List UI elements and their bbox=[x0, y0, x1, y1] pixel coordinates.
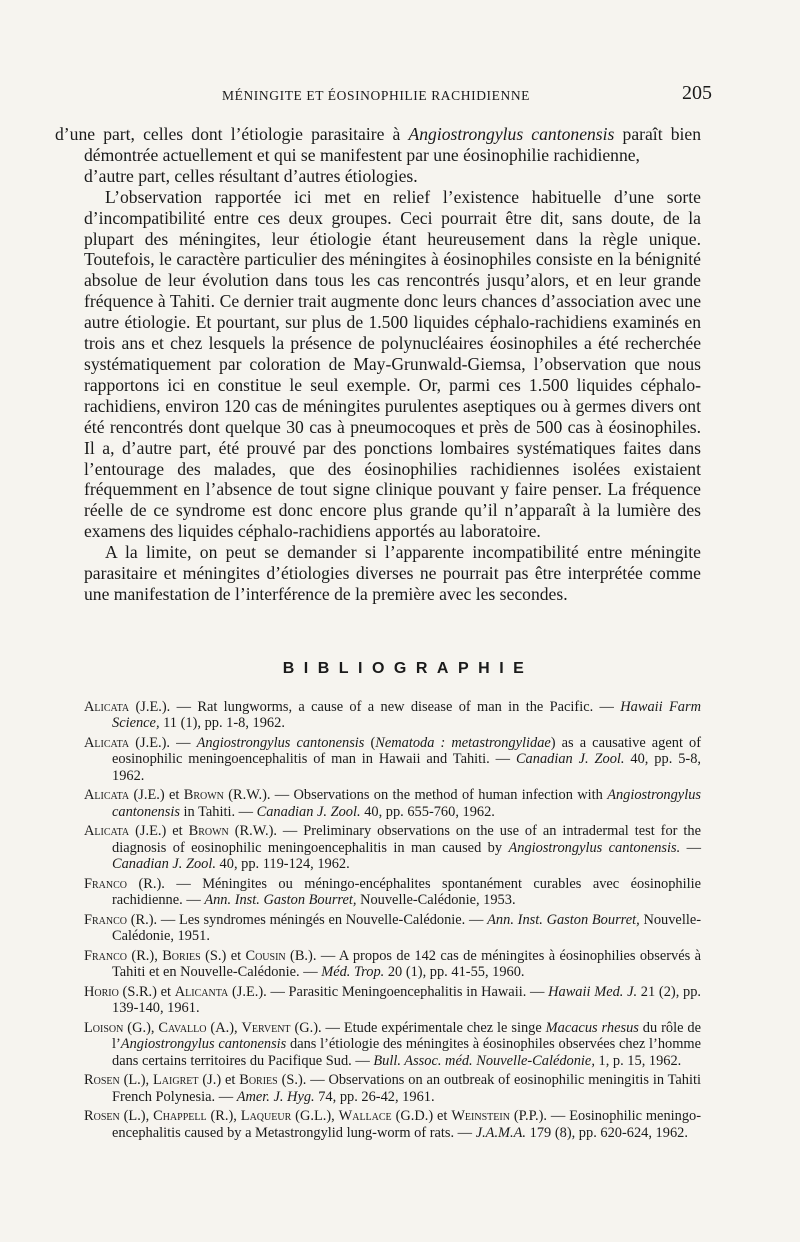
author: Cavallo bbox=[158, 1019, 207, 1036]
reference-item bbox=[84, 984, 701, 1017]
reference-item bbox=[84, 912, 701, 945]
author: Laqueur bbox=[240, 1108, 292, 1125]
species-name: Angiostrongylus cantonensis bbox=[120, 1036, 287, 1053]
ref-text: (B.). — A propos de 142 cas de méningites à éosinophilies observés à Tahiti et en Nouvelle-Calédonie. — bbox=[112, 947, 701, 981]
author: Alicata bbox=[84, 699, 130, 715]
ref-text: 74, pp. 26-42, 1961. bbox=[314, 1088, 435, 1105]
ref-text: du rôle de l’ bbox=[112, 1019, 701, 1053]
species-name: Angiostrongylus cantonensis. bbox=[508, 839, 681, 856]
ref-text: (J.E.). — Parasitic Meningoencephalitis in Hawaii. — bbox=[228, 983, 549, 1000]
ref-text: Nouvelle-Calédonie, 1951. bbox=[112, 911, 701, 945]
ref-text: (R.), bbox=[206, 1108, 241, 1125]
ref-text: 21 (2), pp. 139-140, 1961. bbox=[112, 983, 701, 1017]
bibliography-heading: BIBLIOGRAPHIE bbox=[282, 660, 534, 677]
ref-text: 40, pp. 655-760, 1962. bbox=[360, 803, 495, 820]
ref-text: (J.E.) et bbox=[129, 823, 189, 840]
author: Brown bbox=[188, 823, 229, 840]
bibliography-list bbox=[84, 699, 701, 1144]
running-title: MÉNINGITE ET ÉOSINOPHILIE RACHIDIENNE bbox=[222, 88, 531, 103]
ref-text: (R.), bbox=[127, 947, 163, 964]
ref-text: (L.), bbox=[119, 1072, 154, 1089]
ref-text: (J.E.). — Rat lungworms, a cause of a new disease of man in the Pacific. — bbox=[129, 699, 621, 715]
author: Alicata bbox=[84, 787, 130, 804]
ref-text: ) as a causative agent of eosinophilic meningoencephalitis of man in Hawaii and Tahiti. — bbox=[112, 735, 702, 768]
ref-text: 20 (1), pp. 41-55, 1960. bbox=[384, 964, 525, 981]
species-name: Angiostrongylus cantonensis bbox=[112, 787, 701, 820]
author: Alicata bbox=[84, 823, 130, 840]
author: Horio bbox=[84, 983, 119, 1000]
ref-text: (S.R.) et bbox=[118, 983, 175, 1000]
journal: Canadian J. Zool. bbox=[515, 751, 625, 768]
author: Laigret bbox=[153, 1072, 199, 1089]
body-text bbox=[55, 124, 702, 605]
ref-text: — bbox=[680, 839, 701, 856]
author: Loison bbox=[84, 1019, 124, 1036]
author: Alicata bbox=[84, 735, 130, 751]
ref-text: 40, pp. 5-8, 1962. bbox=[112, 751, 701, 784]
ref-text: 40, pp. 119-124, 1962. bbox=[215, 856, 350, 873]
author: Chappell bbox=[153, 1108, 207, 1125]
list-item-other: d’autre part, celles résultant d’autres étiologies. bbox=[84, 165, 418, 186]
author: Rosen bbox=[84, 1108, 120, 1125]
reference-item bbox=[84, 787, 701, 820]
list-item-text: paraît bien démontrée actuellement et qui se manifestent par une éosinophilie rachidienne, bbox=[84, 124, 702, 165]
taxon: Nematoda : metastrongylidae bbox=[375, 735, 551, 751]
ref-text: (R.). — Les syndromes méningés en Nouvelle-Calédonie. — bbox=[127, 911, 488, 928]
journal: Ann. Inst. Gaston Bourret, bbox=[487, 911, 640, 928]
author: Bories bbox=[162, 947, 201, 964]
author: Rosen bbox=[84, 1072, 120, 1089]
ref-text: 11 (1), pp. 1-8, 1962. bbox=[159, 715, 285, 732]
paragraph: L’observation rapportée ici met en relief l’existence habituelle d’une sorte d’incompatibilité entre ces deux groupes. Ceci pourrait être dit, sans doute, de la plupart des méningites, leur étiologie étant heureusement dans la règle unique. Toutefois, le caractère particulier des méningites à éosinophiles consiste en la bénignité absolue de leur évolution dans tous les cas rencontrés jusqu’alors, et en leur grande fréquence à Tahiti. Ce dernier trait augmente donc leurs chances d’association avec une autre étiologie. Et pourtant, sur plus de 1.500 liquides céphalo-rachidiens examinés en trois ans et chez lesquels la présence de polynucléaires éosinophiles a été recherchée systématiquement par coloration de May-Grunwald-Giemsa, l’observation que nous rapportons ici en constitue le seul exemple. Or, parmi ces 1.500 liquides céphalo-rachidiens, environ 120 cas de méningites purulentes aseptiques ou à germes divers ont été rencontrés dont quelque 30 cas à pneumocoques et près de 500 cas à éosinophiles. Il a, d’autre part, été prouvé par des ponctions lombaires systématiques faites dans l’entourage des malades, que des éosinophilies rachidiennes isolées existaient fréquemment en l’absence de tout signe clinique pouvant y faire penser. La fréquence réelle de ce syndrome est donc encore plus grande qu’il n’apparaît à la lumière des examens des liquides céphalo-rachidiens apportés au laboratoire. bbox=[84, 186, 701, 542]
author: Weinstein bbox=[451, 1108, 510, 1125]
ref-text: (G.L.), bbox=[291, 1108, 339, 1125]
ref-text: (S.). — Observations on an outbreak of eosinophilic meningitis in Tahiti French Polynesia. — bbox=[112, 1072, 701, 1105]
ref-text: (R.W.). — Observations on the method of human infection with bbox=[223, 787, 608, 804]
author: Brown bbox=[183, 787, 224, 804]
ref-text: (S.) et bbox=[200, 947, 246, 964]
author: Alicanta bbox=[174, 983, 229, 1000]
journal: Canadian J. Zool. bbox=[112, 856, 216, 873]
list-item-parasitic bbox=[55, 124, 702, 166]
reference-item bbox=[84, 948, 701, 981]
journal: Amer. J. Hyg. bbox=[236, 1088, 315, 1105]
reference-item bbox=[84, 1020, 701, 1069]
author: Cousin bbox=[245, 947, 286, 964]
reference-item bbox=[84, 1108, 701, 1141]
species-name: Angiostrongylus cantonensis bbox=[408, 124, 615, 144]
ref-text: (L.), bbox=[119, 1108, 154, 1125]
author: Franco bbox=[84, 947, 128, 964]
reference-item bbox=[84, 699, 701, 732]
journal: Bull. Assoc. méd. Nouvelle-Calédonie, bbox=[373, 1052, 595, 1069]
ref-text: in Tahiti. — bbox=[179, 803, 257, 820]
reference-item bbox=[84, 823, 701, 872]
author: Franco bbox=[84, 875, 128, 892]
ref-text: 179 (8), pp. 620-624, 1962. bbox=[526, 1124, 688, 1141]
ref-text: (G.D.) et bbox=[391, 1108, 452, 1125]
running-head bbox=[0, 84, 800, 108]
paragraph: A la limite, on peut se demander si l’apparente incompatibilité entre méningite parasitaire et méningites d’étiologies diverses ne pourrait pas être interprétée comme une manifestation de l’interférence de la première avec les secondes. bbox=[84, 542, 701, 604]
journal: J.A.M.A. bbox=[475, 1124, 527, 1141]
species-name: Angiostrongylus cantonensis bbox=[196, 735, 365, 751]
ref-text: 1, p. 15, 1962. bbox=[594, 1052, 682, 1069]
ref-text: (R.W.). — Preliminary observations on the use of an intradermal test for the diagnosis of eosinophilic meningoencephalitis in man caused by bbox=[112, 823, 701, 856]
ref-text: dans l’étiologie des méningites à éosinophiles observées chez l’homme dans certains territoires du Pacifique Sud. — bbox=[112, 1036, 701, 1069]
ref-text: Nouvelle-Calédonie, 1953. bbox=[356, 892, 516, 909]
journal: Hawaii Med. J. bbox=[548, 983, 638, 1000]
page-number: 205 bbox=[682, 82, 712, 104]
journal: Hawaii Farm Science, bbox=[112, 699, 701, 732]
species-name: Macacus rhesus bbox=[545, 1019, 639, 1036]
ref-text: (R.). — Méningites ou méningo-encéphalites spontanément curables avec éosinophilie rachidienne. — bbox=[112, 875, 701, 909]
author: Vervent bbox=[241, 1019, 291, 1036]
ref-text: (A.), bbox=[206, 1019, 242, 1036]
ref-text: (J.E.). — bbox=[129, 735, 197, 751]
reference-item bbox=[84, 735, 701, 784]
ref-text: (J.) et bbox=[198, 1072, 240, 1089]
reference-item bbox=[84, 1072, 701, 1105]
ref-text: (G.), bbox=[123, 1019, 159, 1036]
ref-text: (G.). — Etude expérimentale chez le singe bbox=[290, 1019, 546, 1036]
ref-text: ( bbox=[364, 735, 376, 751]
reference-item bbox=[84, 876, 701, 909]
author: Wallace bbox=[338, 1108, 392, 1125]
journal: Canadian J. Zool. bbox=[256, 803, 361, 820]
author: Bories bbox=[239, 1072, 278, 1089]
list-item-text: d’une part, celles dont l’étiologie parasitaire à bbox=[55, 124, 409, 144]
journal: Méd. Trop. bbox=[321, 964, 385, 981]
ref-text: (P.P.). — Eosinophilic meningo-encephalitis caused by a Metastrongylid lung-worm of rats. — bbox=[112, 1108, 702, 1141]
ref-text: (J.E.) et bbox=[129, 787, 184, 804]
journal: Ann. Inst. Gaston Bourret, bbox=[204, 892, 357, 909]
author: Franco bbox=[84, 911, 128, 928]
